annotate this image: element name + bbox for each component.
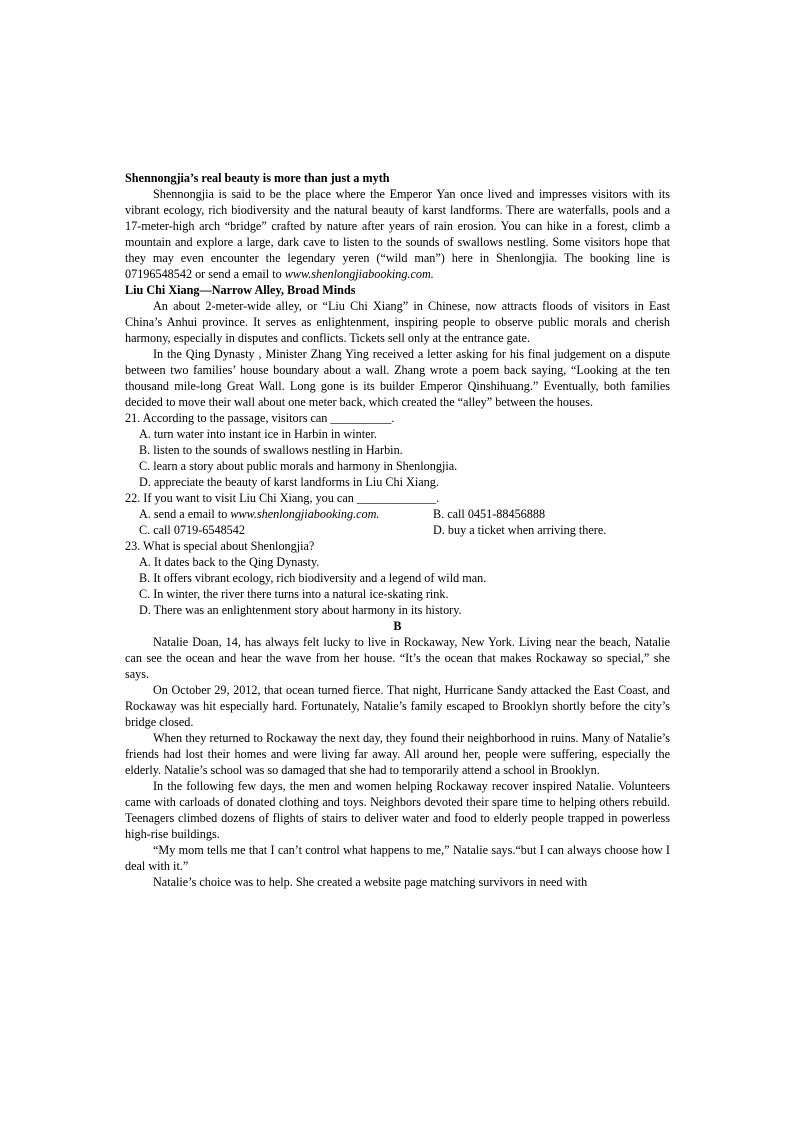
document-page xyxy=(125,170,670,890)
option-23d: D. There was an enlightenment story about harmony in its history. xyxy=(139,603,462,617)
passage-a-title-1: Shennongjia’s real beauty is more than just a myth xyxy=(125,171,390,185)
passage-a-title-2: Liu Chi Xiang—Narrow Alley, Broad Minds xyxy=(125,283,356,297)
passage-b-paragraph-3: When they returned to Rockaway the next day, they found their neighborhood in ruins. Many of Natalie’s friends had lost their homes and were living far away. All around her, people were suffering, especially the elderly. Natalie’s school was so damaged that she had to temporarily attend a school in Brooklyn. xyxy=(125,731,670,777)
passage-b-paragraph-2: On October 29, 2012, that ocean turned fierce. That night, Hurricane Sandy attacked the East Coast, and Rockaway was hit especially hard. Fortunately, Natalie’s family escaped to Brooklyn shortly before the city’s bridge closed. xyxy=(125,683,670,729)
passage-b-paragraph-1: Natalie Doan, 14, has always felt lucky to live in Rockaway, New York. Living near the beach, Natalie can see the ocean and hear the wave from her house. “It’s the ocean that makes Rockaway so special,” she says. xyxy=(125,635,670,681)
option-21d: D. appreciate the beauty of karst landforms in Liu Chi Xiang. xyxy=(139,475,439,489)
option-21b: B. listen to the sounds of swallows nestling in Harbin. xyxy=(139,443,403,457)
passage-a-paragraph-3: In the Qing Dynasty , Minister Zhang Ying received a letter asking for his final judgement on a dispute between two families’ house boundary about a wall. Zhang wrote a poem back saying, “Looking at the ten thousand mile-long Great Wall. Long gone is its builder Emperor Qinshihuang.” Eventually, both families decided to move their wall about one meter back, which created the “alley” between the houses. xyxy=(125,347,670,409)
option-23a: A. It dates back to the Qing Dynasty. xyxy=(139,555,320,569)
passage-b-heading: B xyxy=(393,619,402,633)
options-22-row-1 xyxy=(139,506,670,522)
passage-b-paragraph-4: In the following few days, the men and women helping Rockaway recover inspired Natalie. Volunteers came with carloads of donated clothing and toys. Neighbors devoted their spare time to helping others rebuild. Teenagers climbed dozens of flights of stairs to deliver water and food to elderly people trapped in powerless high-rise buildings. xyxy=(125,779,670,841)
option-23b: B. It offers vibrant ecology, rich biodiversity and a legend of wild man. xyxy=(139,571,487,585)
passage-a-paragraph-1: Shennongjia is said to be the place where the Emperor Yan once lived and impresses visitors with its vibrant ecology, rich biodiversity and the natural beauty of karst landforms. There are waterfalls, pools and a 17-meter-high arch “bridge” crafted by nature after years of rain erosion. You can hike in a forest, climb a mountain and explore a large, dark cave to listen to the sounds of swallows nestling. Some visitors hope that they may even encounter the legendary yeren (“wild man”) here in Shenlongjia. The booking line is 07196548542 or send a email to www.shenlongjiabooking.com. xyxy=(125,187,670,281)
option-22d: D. buy a ticket when arriving there. xyxy=(433,523,607,537)
question-22: 22. If you want to visit Liu Chi Xiang, you can _____________. xyxy=(125,491,440,505)
passage-b-paragraph-5: “My mom tells me that I can’t control what happens to me,” Natalie says.“but I can always choose how I deal with it.” xyxy=(125,843,670,873)
passage-b-paragraph-6: Natalie’s choice was to help. She created a website page matching survivors in need with xyxy=(153,875,588,889)
options-22-row-2 xyxy=(139,522,670,538)
passage-a-paragraph-2: An about 2-meter-wide alley, or “Liu Chi Xiang” in Chinese, now attracts floods of visitors in East China’s Anhui province. It serves as enlightenment, inspiring people to observe public morals and cherish harmony, especially in disputes and conflicts. Tickets sell only at the entrance gate. xyxy=(125,299,670,345)
option-22b: B. call 0451-88456888 xyxy=(433,507,546,521)
option-21a: A. turn water into instant ice in Harbin in winter. xyxy=(139,427,377,441)
option-22a: A. send a email to www.shenlongjiabooking.com. xyxy=(139,507,380,521)
question-23: 23. What is special about Shenlongjia? xyxy=(125,539,315,553)
option-22c: C. call 0719-6548542 xyxy=(139,523,245,537)
option-21c: C. learn a story about public morals and harmony in Shenlongjia. xyxy=(139,459,458,473)
question-21: 21. According to the passage, visitors can __________. xyxy=(125,411,395,425)
option-23c: C. In winter, the river there turns into a natural ice-skating rink. xyxy=(139,587,449,601)
booking-url: www.shenlongjiabooking.com. xyxy=(284,267,434,281)
